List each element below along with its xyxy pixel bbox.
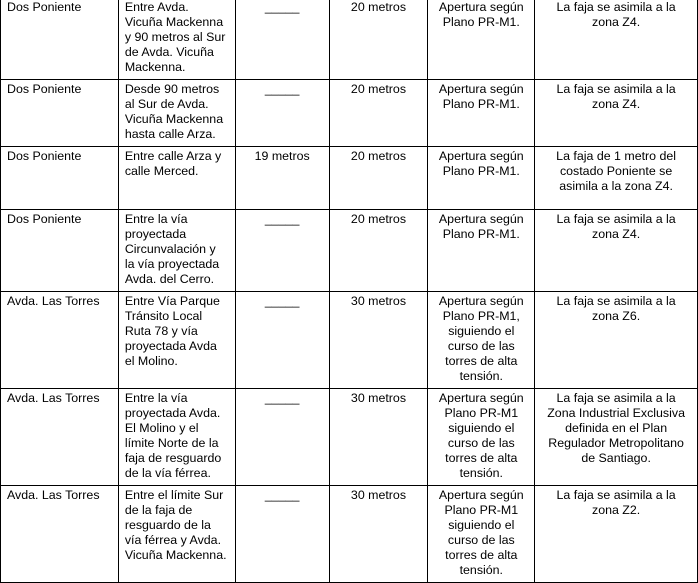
ancho-existente-cell: _____: [235, 80, 329, 147]
observacion-cell: La faja se asimila a la Zona Industrial Exclusiva definida en el Plan Regulador Metropolitano de Santiago.: [535, 389, 698, 486]
ancho-proyectado-cell: 20 metros: [329, 80, 428, 147]
table-row: [1, 486, 698, 583]
apertura-cell: Apertura según Plano PR-M1.: [428, 0, 535, 80]
ancho-existente-cell: _____: [235, 210, 329, 292]
ancho-existente-cell: _____: [235, 0, 329, 80]
tramo-cell: Entre la vía proyectada Avda. El Molino y el límite Norte de la faja de resguardo de la vía férrea.: [118, 389, 235, 486]
tramo-cell: Desde 90 metros al Sur de Avda. Vicuña Mackenna hasta calle Arza.: [118, 80, 235, 147]
apertura-cell: Apertura según Plano PR-M1, siguiendo el curso de las torres de alta tensión.: [428, 292, 535, 389]
table-row: [1, 147, 698, 210]
observacion-cell: La faja se asimila a la zona Z4.: [535, 210, 698, 292]
apertura-cell: Apertura según Plano PR-M1 siguiendo el curso de las torres de alta tensión.: [428, 389, 535, 486]
via-name-cell: Dos Poniente: [1, 0, 119, 80]
tramo-cell: Entre Avda. Vicuña Mackenna y 90 metros al Sur de Avda. Vicuña Mackenna.: [118, 0, 235, 80]
observacion-cell: La faja se asimila a la zona Z4.: [535, 0, 698, 80]
ancho-proyectado-cell: 20 metros: [329, 210, 428, 292]
table-row: [1, 292, 698, 389]
observacion-cell: La faja de 1 metro del costado Poniente se asimila a la zona Z4.: [535, 147, 698, 210]
apertura-cell: Apertura según Plano PR-M1 siguiendo el curso de las torres de alta tensión.: [428, 486, 535, 583]
via-name-cell: Dos Poniente: [1, 210, 119, 292]
apertura-cell: Apertura según Plano PR-M1.: [428, 210, 535, 292]
ancho-existente-cell: _____: [235, 389, 329, 486]
ancho-proyectado-cell: 30 metros: [329, 292, 428, 389]
ancho-proyectado-cell: 20 metros: [329, 147, 428, 210]
table-row: [1, 80, 698, 147]
via-name-cell: Dos Poniente: [1, 147, 119, 210]
observacion-cell: La faja se asimila a la zona Z6.: [535, 292, 698, 389]
tramo-cell: Entre la vía proyectada Circunvalación y la vía proyectada Avda. del Cerro.: [118, 210, 235, 292]
table-row: [1, 210, 698, 292]
ancho-existente-cell: 19 metros: [235, 147, 329, 210]
tramo-cell: Entre calle Arza y calle Merced.: [118, 147, 235, 210]
table-row: [1, 389, 698, 486]
observacion-cell: La faja se asimila a la zona Z2.: [535, 486, 698, 583]
ancho-existente-cell: _____: [235, 292, 329, 389]
ancho-proyectado-cell: 20 metros: [329, 0, 428, 80]
observacion-cell: La faja se asimila a la zona Z4.: [535, 80, 698, 147]
via-name-cell: Avda. Las Torres: [1, 292, 119, 389]
apertura-cell: Apertura según Plano PR-M1.: [428, 147, 535, 210]
ancho-existente-cell: _____: [235, 486, 329, 583]
ancho-proyectado-cell: 30 metros: [329, 389, 428, 486]
tramo-cell: Entre el límite Sur de la faja de resguardo de la vía férrea y Avda. Vicuña Mackenna.: [118, 486, 235, 583]
tramo-cell: Entre Vía Parque Tránsito Local Ruta 78 y vía proyectada Avda el Molino.: [118, 292, 235, 389]
ancho-proyectado-cell: 30 metros: [329, 486, 428, 583]
table-row: [1, 0, 698, 80]
via-name-cell: Avda. Las Torres: [1, 486, 119, 583]
apertura-cell: Apertura según Plano PR-M1.: [428, 80, 535, 147]
via-name-cell: Avda. Las Torres: [1, 389, 119, 486]
via-name-cell: Dos Poniente: [1, 80, 119, 147]
